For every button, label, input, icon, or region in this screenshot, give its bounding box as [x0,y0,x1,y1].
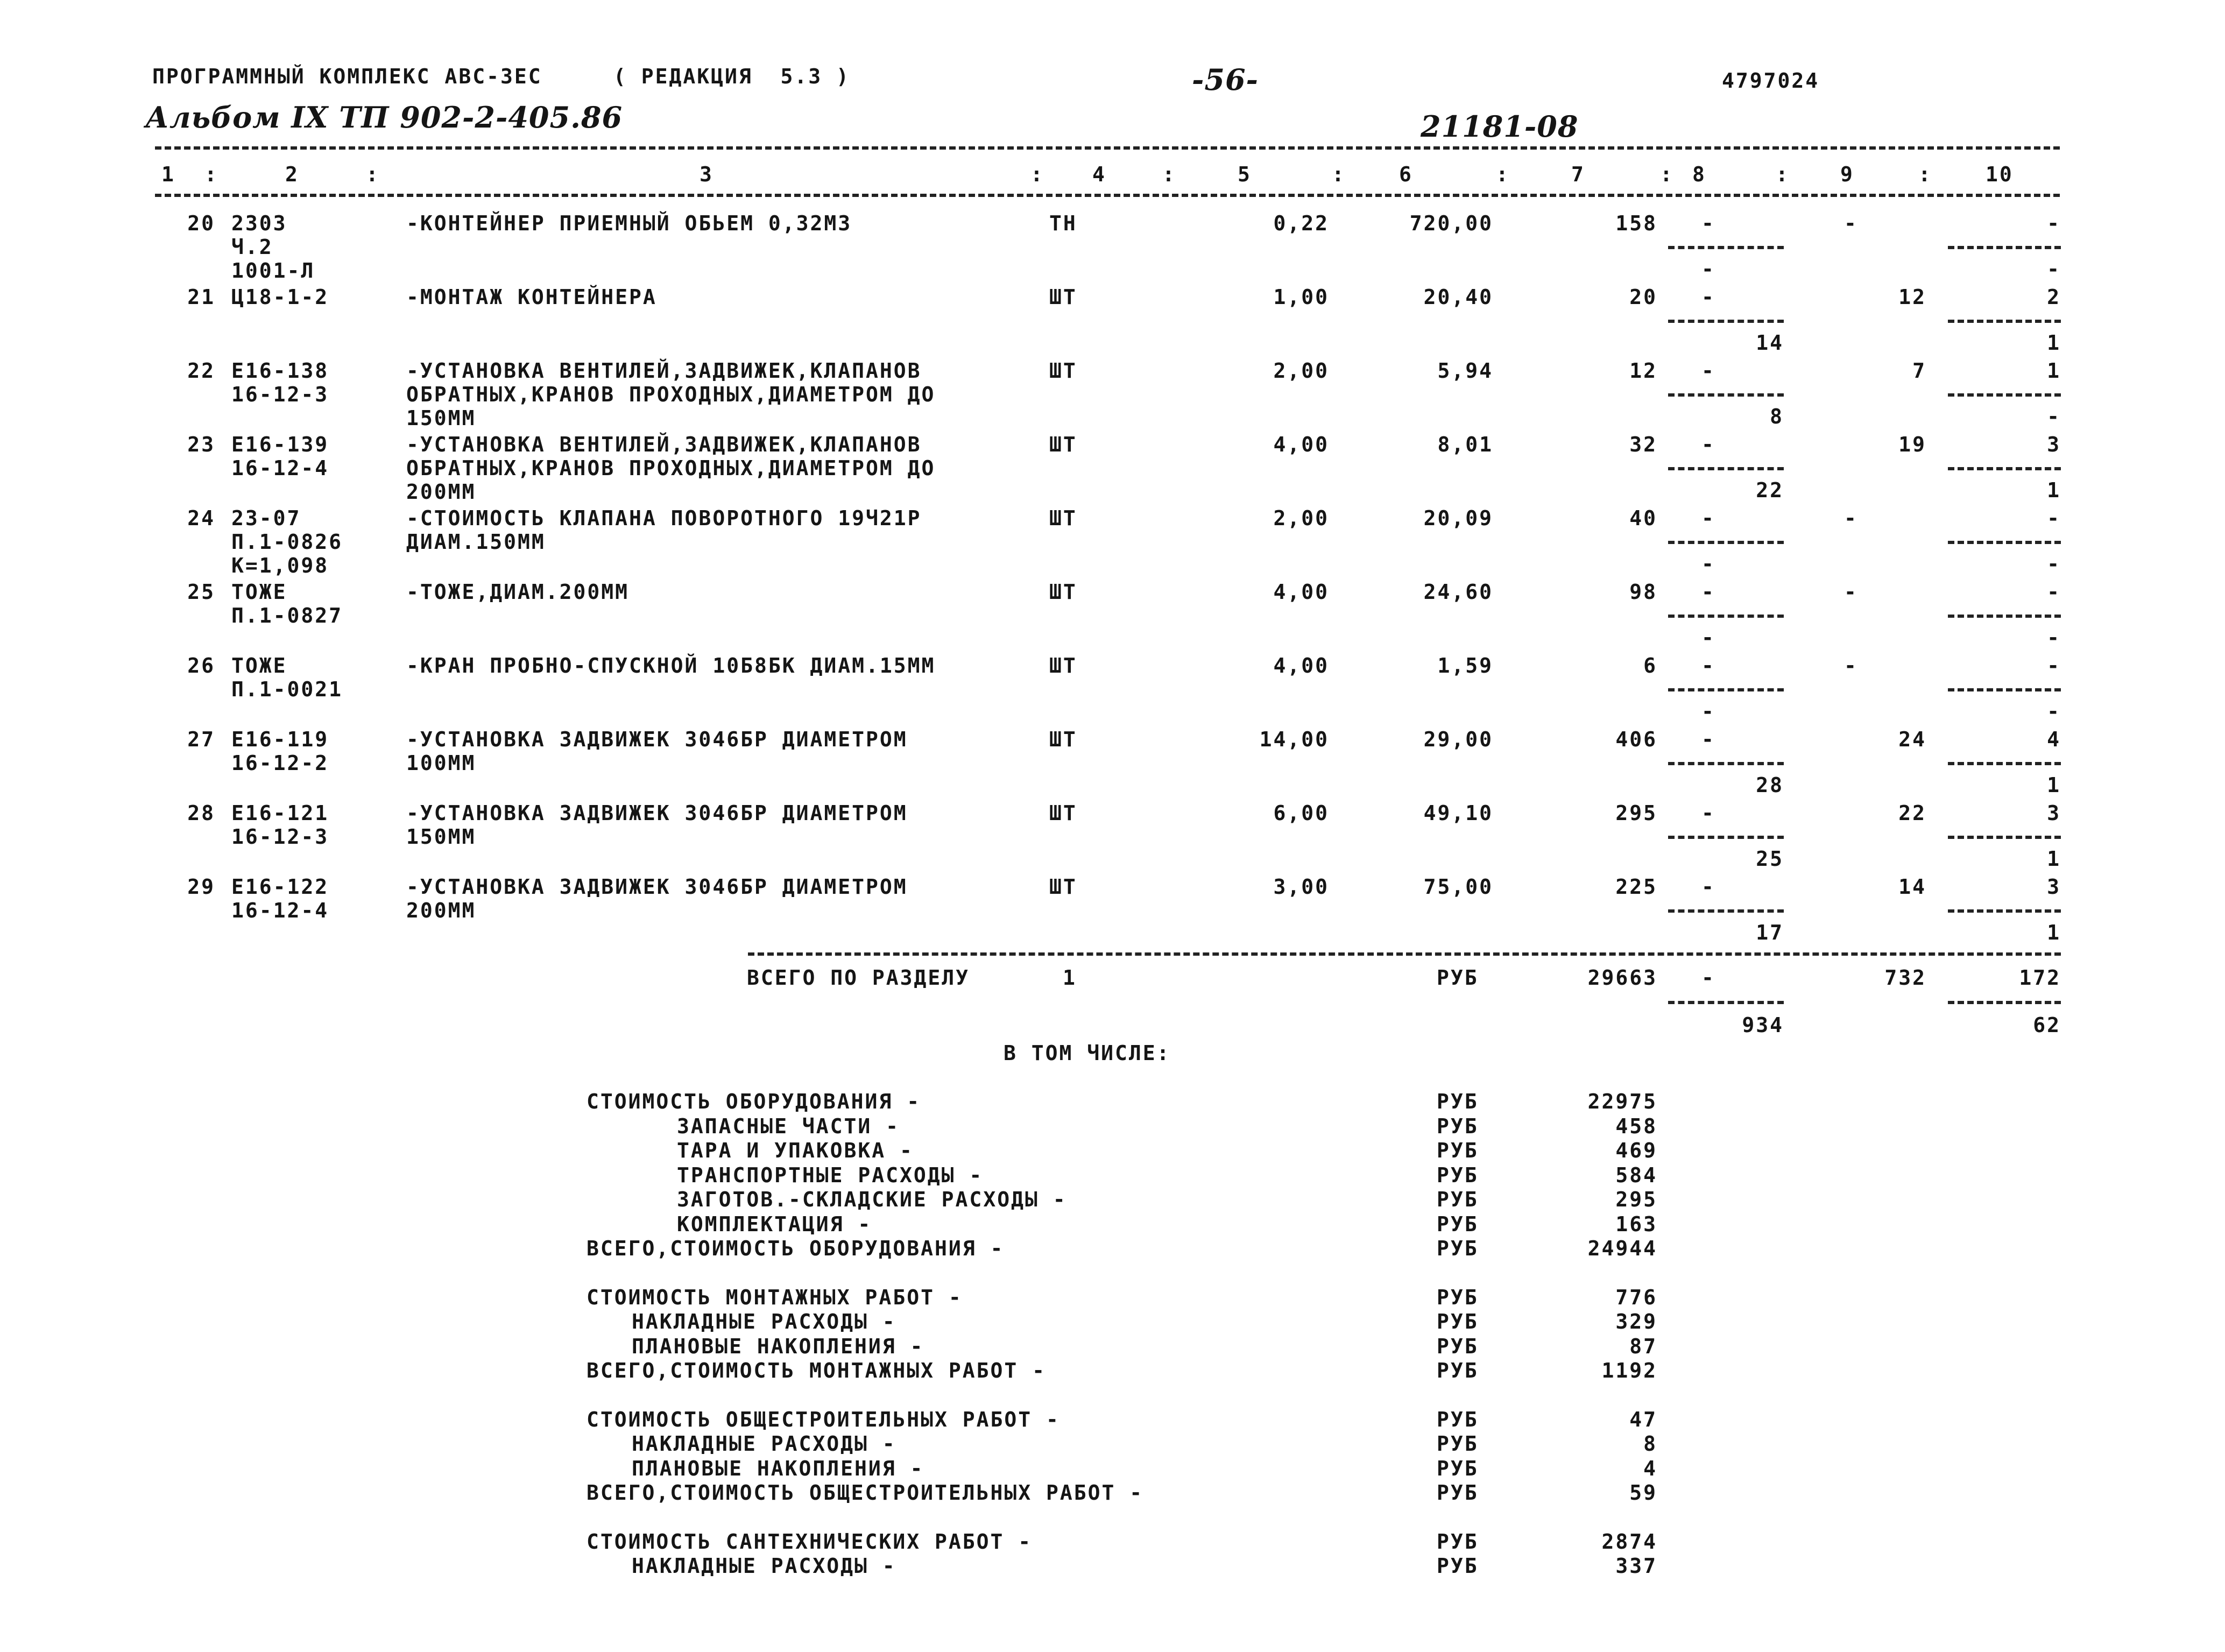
row-c8-rule [1668,836,1784,839]
breakdown-value: 2874 [1601,1529,1657,1554]
section-total-c10-rule [1948,1001,2061,1004]
column-number-5: 5 [1238,163,1252,186]
row-unit: ШТ [1049,654,1077,677]
column-number-9: 9 [1840,163,1854,186]
sheet-handwritten-note: 21181-08 [1421,109,1579,144]
breakdown-unit: РУБ [1437,1407,1479,1431]
row-c9: - [1844,211,1858,235]
breakdown-value: 8 [1643,1432,1657,1456]
row-quantity: 4,00 [1273,654,1329,677]
row-name: ОБРАТНЫХ,КРАНОВ ПРОХОДНЫХ,ДИАМЕТРОМ ДО [406,456,936,480]
row-number: 23 [187,433,215,456]
row-code: 16-12-4 [231,456,329,480]
row-total: 406 [1615,728,1657,751]
row-total: 158 [1615,211,1657,235]
row-quantity: 4,00 [1273,433,1329,456]
row-price: 1,59 [1437,654,1493,677]
breakdown-unit: РУБ [1437,1456,1479,1480]
row-number: 28 [187,801,215,825]
row-c8-top: - [1701,654,1715,677]
breakdown-unit: РУБ [1437,1090,1479,1113]
row-unit: ШТ [1049,285,1077,309]
breakdown-label: ЗАГОТОВ.-СКЛАДСКИЕ РАСХОДЫ - [677,1188,1067,1211]
row-name: 150ММ [406,406,476,430]
row-number: 25 [187,580,215,604]
row-quantity: 1,00 [1273,285,1329,309]
row-c10-bottom: 1 [2047,921,2061,944]
row-code: П.1-0826 [231,530,343,554]
row-quantity: 6,00 [1273,801,1329,825]
row-code: 16-12-2 [231,751,329,775]
section-total-c8-bottom: 934 [1742,1013,1784,1037]
row-price: 75,00 [1423,875,1493,899]
breakdown-label: СТОИМОСТЬ ОБЩЕСТРОИТЕЛЬНЫХ РАБОТ - [587,1407,1060,1431]
row-c8-top: - [1701,285,1715,309]
row-unit: ШТ [1049,580,1077,604]
row-c10-bottom: - [2047,257,2061,281]
row-c10-top: 1 [2047,359,2061,383]
row-c10-top: 4 [2047,728,2061,751]
row-c8-bottom: 25 [1756,847,1784,871]
row-c8-rule [1668,688,1784,691]
row-c10-rule [1948,541,2061,544]
row-c10-top: 3 [2047,801,2061,825]
row-unit: ТН [1049,211,1077,235]
row-c9: 14 [1898,875,1926,899]
row-price: 5,94 [1437,359,1493,383]
breakdown-value: 24944 [1587,1237,1657,1260]
row-code: Е16-119 [231,728,329,751]
row-unit: ШТ [1049,359,1077,383]
section-total-c8-top: - [1701,966,1715,990]
section-total-c9: 732 [1884,966,1926,990]
section-total-c8-rule [1668,1001,1784,1004]
row-number: 26 [187,654,215,677]
breakdown-label: НАКЛАДНЫЕ РАСХОДЫ - [632,1554,896,1578]
row-c8-top: - [1701,728,1715,751]
row-c9: - [1844,580,1858,604]
document-code: 4797024 [1722,69,1820,93]
breakdown-label: ТАРА И УПАКОВКА - [677,1139,914,1162]
column-number-2: 2 [285,163,299,186]
row-total: 20 [1629,285,1657,309]
breakdown-unit: РУБ [1437,1212,1479,1236]
column-number-7: 7 [1571,163,1585,186]
row-total: 295 [1615,801,1657,825]
breakdown-label: ПЛАНОВЫЕ НАКОПЛЕНИЯ - [632,1334,924,1358]
breakdown-value: 295 [1615,1188,1657,1211]
section-total-unit: РУБ [1437,966,1479,990]
row-c8-bottom: 22 [1756,478,1784,502]
row-c8-bottom: 8 [1770,405,1784,428]
breakdown-unit: РУБ [1437,1481,1479,1505]
row-c8-top: - [1701,433,1715,456]
row-quantity: 2,00 [1273,506,1329,530]
breakdown-value: 22975 [1587,1090,1657,1113]
row-name: -ТОЖЕ,ДИАМ.200ММ [406,580,630,604]
column-separator: : [1162,163,1176,186]
row-c8-rule [1668,393,1784,397]
row-price: 720,00 [1409,211,1493,235]
row-c9: 24 [1898,728,1926,751]
breakdown-label: ВСЕГО,СТОИМОСТЬ ОБЩЕСТРОИТЕЛЬНЫХ РАБОТ - [587,1481,1144,1505]
row-c10-top: - [2047,211,2061,235]
row-c8-top: - [1701,580,1715,604]
row-code: Е16-139 [231,433,329,456]
row-c10-bottom: - [2047,405,2061,428]
breakdown-unit: РУБ [1437,1554,1479,1578]
breakdown-label: ЗАПАСНЫЕ ЧАСТИ - [677,1114,900,1138]
breakdown-value: 59 [1629,1481,1657,1505]
row-c8-bottom: 28 [1756,773,1784,797]
breakdown-value: 584 [1615,1163,1657,1187]
column-number-10: 10 [1986,163,2014,186]
row-c8-bottom: - [1701,626,1715,649]
row-name: 200ММ [406,899,476,922]
row-name: -КОНТЕЙНЕР ПРИЕМНЫЙ ОБЬЕМ 0,32М3 [406,211,852,235]
row-name: -КРАН ПРОБНО-СПУСКНОЙ 10Б8БК ДИАМ.15ММ [406,654,936,677]
row-c10-rule [1948,615,2061,618]
breakdown-label: СТОИМОСТЬ ОБОРУДОВАНИЯ - [587,1090,921,1113]
row-c8-bottom: - [1701,257,1715,281]
row-name: 150ММ [406,825,476,849]
row-price: 20,09 [1423,506,1493,530]
row-quantity: 0,22 [1273,211,1329,235]
row-c9: 22 [1898,801,1926,825]
row-name: -УСТАНОВКА ЗАДВИЖЕК 3046БР ДИАМЕТРОМ [406,875,908,899]
breakdown-value: 469 [1615,1139,1657,1162]
column-number-3: 3 [700,163,714,186]
row-c10-rule [1948,836,2061,839]
row-c10-bottom: - [2047,552,2061,576]
row-number: 24 [187,506,215,530]
row-unit: ШТ [1049,801,1077,825]
row-code: Е16-122 [231,875,329,899]
breakdown-value: 458 [1615,1114,1657,1138]
breakdown-unit: РУБ [1437,1237,1479,1260]
column-number-8: 8 [1692,163,1706,186]
row-c10-bottom: 1 [2047,773,2061,797]
breakdown-label: НАКЛАДНЫЕ РАСХОДЫ - [632,1432,896,1456]
row-c9: 7 [1912,359,1926,383]
row-c8-top: - [1701,211,1715,235]
breakdown-unit: РУБ [1437,1139,1479,1162]
row-name: -УСТАНОВКА ЗАДВИЖЕК 3046БР ДИАМЕТРОМ [406,728,908,751]
breakdown-label: СТОИМОСТЬ САНТЕХНИЧЕСКИХ РАБОТ - [587,1529,1033,1554]
row-price: 49,10 [1423,801,1493,825]
breakdown-unit: РУБ [1437,1114,1479,1138]
row-c8-rule [1668,615,1784,618]
column-separator: : [1660,163,1674,186]
breakdown-unit: РУБ [1437,1334,1479,1358]
row-name: 100ММ [406,751,476,775]
row-code: 16-12-3 [231,383,329,406]
row-code: ТОЖЕ [231,580,287,604]
row-c8-bottom: 14 [1756,331,1784,355]
row-c10-top: - [2047,654,2061,677]
breakdown-value: 337 [1615,1554,1657,1578]
column-number-6: 6 [1399,163,1413,186]
row-total: 225 [1615,875,1657,899]
column-separator: : [1496,163,1510,186]
breakdown-value: 4 [1643,1456,1657,1480]
row-c9: 12 [1898,285,1926,309]
breakdown-value: 87 [1629,1334,1657,1358]
breakdown-value: 47 [1629,1407,1657,1431]
row-c10-rule [1948,688,2061,691]
row-unit: ШТ [1049,506,1077,530]
breakdown-value: 776 [1615,1285,1657,1309]
row-c9: - [1844,506,1858,530]
row-c8-bottom: 17 [1756,921,1784,944]
row-c10-bottom: 1 [2047,847,2061,871]
breakdown-value: 163 [1615,1212,1657,1236]
breakdown-label: ПЛАНОВЫЕ НАКОПЛЕНИЯ - [632,1456,924,1480]
breakdown-unit: РУБ [1437,1432,1479,1456]
header-rule-bottom [155,194,2060,197]
row-total: 32 [1629,433,1657,456]
breakdown-label: ТРАНСПОРТНЫЕ РАСХОДЫ - [677,1163,984,1187]
row-number: 29 [187,875,215,899]
row-quantity: 4,00 [1273,580,1329,604]
row-name: -МОНТАЖ КОНТЕЙНЕРА [406,285,657,309]
row-c8-rule [1668,762,1784,765]
program-title: ПРОГРАММНЫЙ КОМПЛЕКС АВС-3ЕС [152,65,542,88]
breakdown-unit: РУБ [1437,1359,1479,1382]
including-heading: В ТОМ ЧИСЛЕ: [1004,1041,1171,1065]
row-c10-rule [1948,762,2061,765]
row-code: П.1-0021 [231,677,343,701]
row-total: 12 [1629,359,1657,383]
row-quantity: 14,00 [1259,728,1329,751]
column-separator: : [1030,163,1044,186]
row-unit: ШТ [1049,728,1077,751]
row-c9: - [1844,654,1858,677]
row-c8-top: - [1701,506,1715,530]
row-code: 2303 [231,211,287,235]
row-c10-rule [1948,909,2061,913]
breakdown-label: ВСЕГО,СТОИМОСТЬ ОБОРУДОВАНИЯ - [587,1237,1005,1260]
row-name: -УСТАНОВКА ВЕНТИЛЕЙ,ЗАДВИЖЕК,КЛАПАНОВ [406,359,922,383]
column-number-4: 4 [1092,163,1106,186]
row-price: 24,60 [1423,580,1493,604]
row-unit: ШТ [1049,875,1077,899]
row-name: -СТОИМОСТЬ КЛАПАНА ПОВОРОТНОГО 19Ч21Р [406,506,922,530]
album-handwritten-note: Альбом IX ТП 902-2-405.86 [145,100,623,135]
row-c10-top: - [2047,580,2061,604]
row-price: 29,00 [1423,728,1493,751]
section-total-c10-bottom: 62 [2033,1013,2061,1037]
row-quantity: 2,00 [1273,359,1329,383]
row-code: Ч.2 [231,235,273,259]
row-code: 1001-Л [231,259,315,283]
breakdown-unit: РУБ [1437,1163,1479,1187]
edition-label: ( РЕДАКЦИЯ 5.3 ) [613,65,850,88]
breakdown-label: ВСЕГО,СТОИМОСТЬ МОНТАЖНЫХ РАБОТ - [587,1359,1046,1382]
section-total-label: ВСЕГО ПО РАЗДЕЛУ [747,966,970,990]
row-code: ТОЖЕ [231,654,287,677]
row-number: 22 [187,359,215,383]
row-code: 16-12-3 [231,825,329,849]
row-c10-top: 3 [2047,433,2061,456]
breakdown-unit: РУБ [1437,1310,1479,1333]
breakdown-value: 329 [1615,1310,1657,1333]
row-c10-bottom: 1 [2047,331,2061,355]
row-c8-rule [1668,467,1784,470]
row-number: 20 [187,211,215,235]
row-c8-bottom: - [1701,552,1715,576]
row-code: 23-07 [231,506,301,530]
total-rule [748,952,2061,956]
row-c10-top: - [2047,506,2061,530]
row-c8-rule [1668,541,1784,544]
row-name: -УСТАНОВКА ЗАДВИЖЕК 3046БР ДИАМЕТРОМ [406,801,908,825]
row-total: 40 [1629,506,1657,530]
row-c10-rule [1948,320,2061,323]
row-name: -УСТАНОВКА ВЕНТИЛЕЙ,ЗАДВИЖЕК,КЛАПАНОВ [406,433,922,456]
row-c8-bottom: - [1701,700,1715,723]
row-code: К=1,098 [231,554,329,577]
breakdown-unit: РУБ [1437,1529,1479,1554]
row-code: Е16-138 [231,359,329,383]
row-c10-bottom: 1 [2047,478,2061,502]
row-c10-rule [1948,467,2061,470]
row-number: 21 [187,285,215,309]
column-separator: : [1332,163,1346,186]
row-c9: 19 [1898,433,1926,456]
row-c10-rule [1948,246,2061,249]
row-c10-rule [1948,393,2061,397]
column-separator: : [366,163,380,186]
row-c10-bottom: - [2047,700,2061,723]
row-c8-rule [1668,909,1784,913]
column-number-1: 1 [161,163,175,186]
column-separator: : [1776,163,1790,186]
section-total-c10-top: 172 [2019,966,2061,990]
row-total: 98 [1629,580,1657,604]
column-separator: : [204,163,218,186]
row-number: 27 [187,728,215,751]
section-total-value: 29663 [1587,966,1657,990]
row-price: 8,01 [1437,433,1493,456]
row-code: 16-12-4 [231,899,329,922]
row-code: Ц18-1-2 [231,285,329,309]
row-unit: ШТ [1049,433,1077,456]
row-c8-rule [1668,246,1784,249]
section-total-number: 1 [1063,966,1077,990]
row-c8-top: - [1701,359,1715,383]
row-name: ОБРАТНЫХ,КРАНОВ ПРОХОДНЫХ,ДИАМЕТРОМ ДО [406,383,936,406]
row-price: 20,40 [1423,285,1493,309]
header-rule-top [155,146,2060,150]
row-total: 6 [1643,654,1657,677]
page-number: -56- [1192,62,1259,97]
row-code: Е16-121 [231,801,329,825]
row-name: 200ММ [406,480,476,504]
breakdown-label: СТОИМОСТЬ МОНТАЖНЫХ РАБОТ - [587,1285,963,1309]
breakdown-value: 1192 [1601,1359,1657,1382]
row-c8-top: - [1701,801,1715,825]
row-c10-top: 2 [2047,285,2061,309]
row-code: П.1-0827 [231,604,343,627]
breakdown-unit: РУБ [1437,1188,1479,1211]
row-c10-bottom: - [2047,626,2061,649]
breakdown-label: КОМПЛЕКТАЦИЯ - [677,1212,872,1236]
row-c10-top: 3 [2047,875,2061,899]
row-name: ДИАМ.150ММ [406,530,546,554]
row-quantity: 3,00 [1273,875,1329,899]
row-c8-top: - [1701,875,1715,899]
row-c8-rule [1668,320,1784,323]
breakdown-unit: РУБ [1437,1285,1479,1309]
column-separator: : [1918,163,1932,186]
breakdown-label: НАКЛАДНЫЕ РАСХОДЫ - [632,1310,896,1333]
